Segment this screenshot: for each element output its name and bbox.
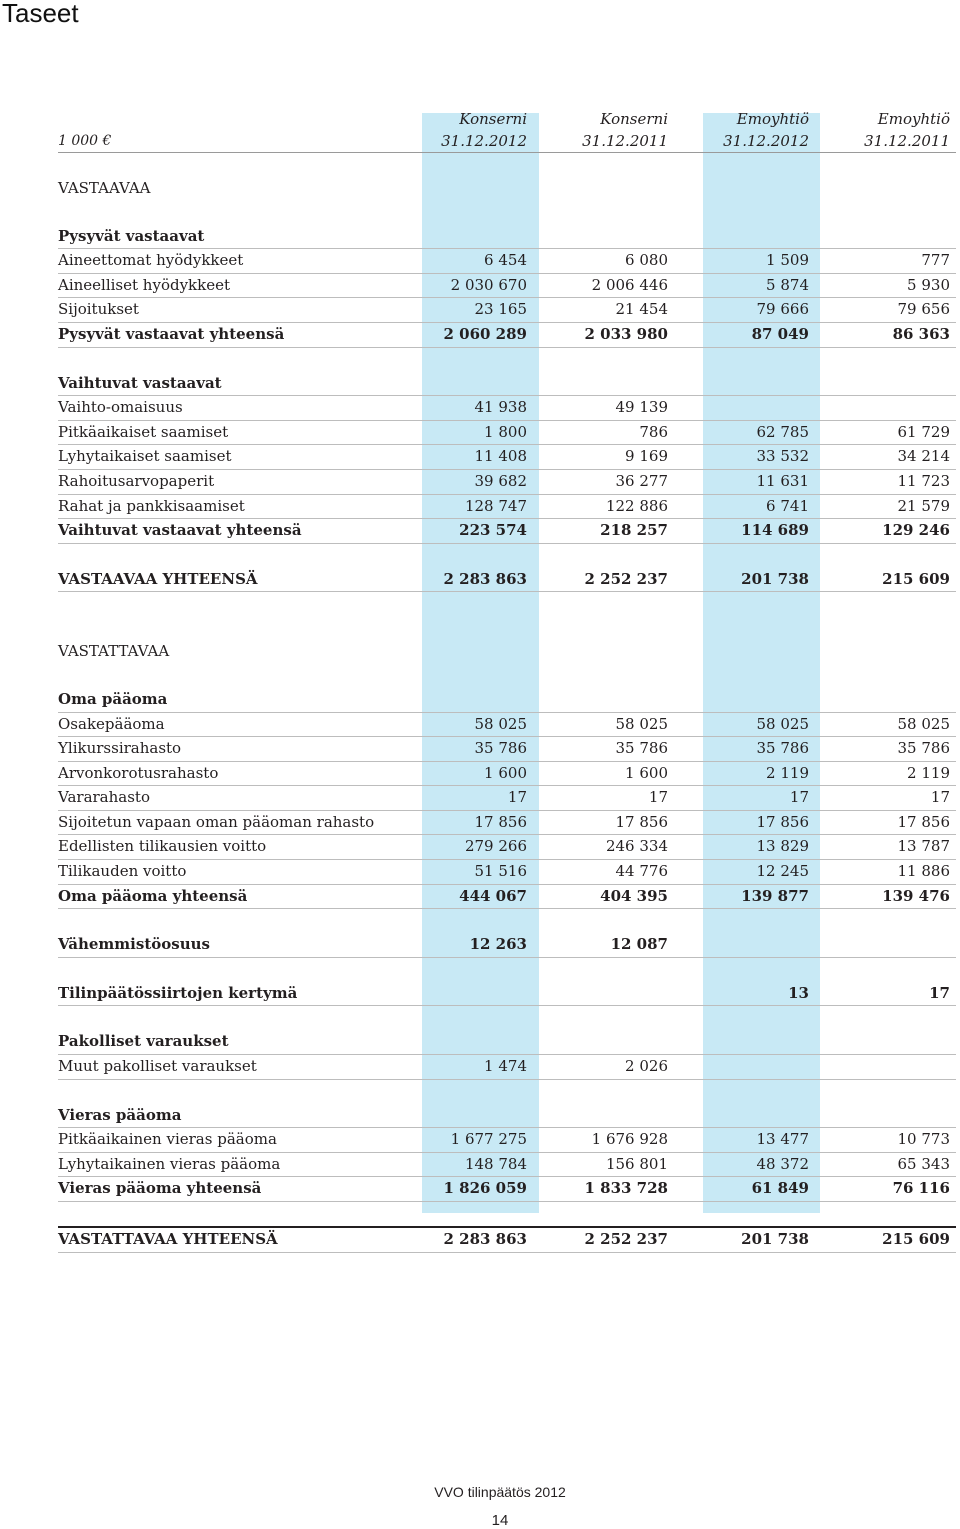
row-label: Tilikauden voitto (58, 860, 422, 885)
cell-value: 215 609 (815, 1227, 956, 1252)
row-label: Pysyvät vastaavat (58, 225, 422, 249)
cell-value: 36 277 (533, 469, 674, 494)
page-title: Taseet (2, 0, 79, 28)
column-header-date: 31.12.2011 (815, 130, 956, 153)
cell-value: 2 119 (674, 761, 815, 786)
cell-value: 12 245 (674, 860, 815, 885)
cell-value (533, 688, 674, 712)
cell-value: 12 087 (533, 933, 674, 957)
column-header-date: 31.12.2011 (533, 130, 674, 153)
cell-value: 87 049 (674, 322, 815, 347)
cell-value (815, 640, 956, 664)
cell-value (533, 1030, 674, 1054)
cell-value: 1 677 275 (422, 1128, 533, 1153)
spacer-row (58, 1079, 956, 1104)
row-label: Oma pääoma (58, 688, 422, 712)
spacer-row (58, 347, 956, 372)
balance-sheet-table (58, 108, 956, 1253)
cell-value: 17 856 (815, 810, 956, 835)
cell-value: 2 033 980 (533, 322, 674, 347)
column-header-entity: Emoyhtiö (736, 110, 809, 128)
cell-value: 13 829 (674, 835, 815, 860)
cell-value (533, 372, 674, 396)
cell-value (815, 1055, 956, 1080)
cell-value: 1 600 (533, 761, 674, 786)
cell-value (674, 1055, 815, 1080)
cell-value: 279 266 (422, 835, 533, 860)
cell-value: 58 025 (422, 712, 533, 737)
cell-value: 1 676 928 (533, 1128, 674, 1153)
cell-value: 17 (674, 786, 815, 811)
cell-value: 79 666 (674, 298, 815, 323)
cell-value: 41 938 (422, 396, 533, 421)
table-row (58, 712, 956, 737)
row-label: Osakepääoma (58, 712, 422, 737)
cell-value (815, 1030, 956, 1054)
cell-value: 139 877 (674, 884, 815, 909)
column-header-date: 31.12.2012 (422, 130, 533, 153)
page-number: 14 (491, 1512, 509, 1529)
cell-value: 1 600 (422, 761, 533, 786)
cell-value (674, 933, 815, 957)
table-row (58, 249, 956, 274)
cell-value: 223 574 (422, 519, 533, 544)
cell-value: 17 (815, 786, 956, 811)
cell-value (674, 396, 815, 421)
cell-value: 201 738 (674, 1227, 815, 1252)
table-row (58, 469, 956, 494)
cell-value: 215 609 (815, 568, 956, 592)
table-row (58, 298, 956, 323)
row-label: Arvonkorotusrahasto (58, 761, 422, 786)
cell-value: 76 116 (815, 1177, 956, 1202)
row-label: Lyhytaikaiset saamiset (58, 445, 422, 470)
cell-value (422, 640, 533, 664)
group-header-row (58, 225, 956, 249)
cell-value (815, 688, 956, 712)
cell-value: 5 874 (674, 273, 815, 298)
row-label: Ylikurssirahasto (58, 737, 422, 762)
column-header-date: 31.12.2012 (674, 130, 815, 153)
cell-value: 11 723 (815, 469, 956, 494)
group-header-row (58, 688, 956, 712)
cell-value (533, 225, 674, 249)
cell-value: 48 372 (674, 1152, 815, 1177)
cell-value: 35 786 (422, 737, 533, 762)
total-row (58, 1227, 956, 1252)
spacer-row (58, 616, 956, 640)
cell-value: 21 454 (533, 298, 674, 323)
cell-value (674, 688, 815, 712)
group-header-row (58, 372, 956, 396)
row-label: Vaihtuvat vastaavat (58, 372, 422, 396)
row-label: Oma pääoma yhteensä (58, 884, 422, 909)
cell-value: 58 025 (815, 712, 956, 737)
spacer-row (58, 592, 956, 617)
cell-value: 9 169 (533, 445, 674, 470)
cell-value: 17 (815, 982, 956, 1006)
table-row (58, 835, 956, 860)
table-row (58, 445, 956, 470)
cell-value: 86 363 (815, 322, 956, 347)
total-row (58, 884, 956, 909)
cell-value: 2 006 446 (533, 273, 674, 298)
cell-value (674, 177, 815, 201)
cell-value: 17 856 (422, 810, 533, 835)
cell-value: 21 579 (815, 494, 956, 519)
cell-value: 122 886 (533, 494, 674, 519)
cell-value: 1 833 728 (533, 1177, 674, 1202)
total-row (58, 568, 956, 592)
cell-value: 1 800 (422, 420, 533, 445)
cell-value (422, 982, 533, 1006)
cell-value: 2 026 (533, 1055, 674, 1080)
cell-value (674, 1030, 815, 1054)
cell-value: 128 747 (422, 494, 533, 519)
cell-value: 786 (533, 420, 674, 445)
row-label: Vaihtuvat vastaavat yhteensä (58, 519, 422, 544)
cell-value (815, 1104, 956, 1128)
cell-value: 17 856 (533, 810, 674, 835)
cell-value: 129 246 (815, 519, 956, 544)
cell-value: 6 454 (422, 249, 533, 274)
row-label: Aineelliset hyödykkeet (58, 273, 422, 298)
cell-value: 35 786 (674, 737, 815, 762)
row-label: VASTAAVAA YHTEENSÄ (58, 568, 422, 592)
cell-value: 13 (674, 982, 815, 1006)
table-row (58, 396, 956, 421)
row-label: Vararahasto (58, 786, 422, 811)
cell-value (674, 1104, 815, 1128)
total-row (58, 519, 956, 544)
total-row (58, 933, 956, 957)
cell-value: 58 025 (533, 712, 674, 737)
cell-value (422, 372, 533, 396)
row-label: Sijoitukset (58, 298, 422, 323)
total-row (58, 982, 956, 1006)
cell-value: 11 631 (674, 469, 815, 494)
section-header-row (58, 177, 956, 201)
cell-value (533, 1104, 674, 1128)
cell-value (674, 640, 815, 664)
cell-value (533, 982, 674, 1006)
column-header-entity: Konserni (600, 110, 668, 128)
cell-value: 34 214 (815, 445, 956, 470)
table-row (58, 786, 956, 811)
cell-value: 61 849 (674, 1177, 815, 1202)
cell-value (815, 225, 956, 249)
table-row (58, 420, 956, 445)
spacer-row (58, 957, 956, 982)
table-row (58, 494, 956, 519)
row-label: Pakolliset varaukset (58, 1030, 422, 1054)
cell-value (422, 688, 533, 712)
table-row (58, 1152, 956, 1177)
column-header-entity: Konserni (459, 110, 527, 128)
cell-value: 218 257 (533, 519, 674, 544)
cell-value: 35 786 (533, 737, 674, 762)
cell-value: 2 252 237 (533, 568, 674, 592)
footer-publication: VVO tilinpäätös 2012 (434, 1484, 566, 1500)
cell-value: 33 532 (674, 445, 815, 470)
cell-value: 1 474 (422, 1055, 533, 1080)
row-label: Vieras pääoma yhteensä (58, 1177, 422, 1202)
cell-value: 5 930 (815, 273, 956, 298)
row-label: Edellisten tilikausien voitto (58, 835, 422, 860)
cell-value: 114 689 (674, 519, 815, 544)
cell-value: 11 408 (422, 445, 533, 470)
cell-value: 65 343 (815, 1152, 956, 1177)
group-header-row (58, 1104, 956, 1128)
cell-value: 17 (533, 786, 674, 811)
table-row (58, 1128, 956, 1153)
row-label: Pitkäaikainen vieras pääoma (58, 1128, 422, 1153)
cell-value: 12 263 (422, 933, 533, 957)
cell-value: 2 060 289 (422, 322, 533, 347)
row-label: Sijoitetun vapaan oman pääoman rahasto (58, 810, 422, 835)
spacer-row (58, 909, 956, 934)
cell-value: 148 784 (422, 1152, 533, 1177)
row-label: Muut pakolliset varaukset (58, 1055, 422, 1080)
cell-value (422, 1104, 533, 1128)
cell-value: 2 119 (815, 761, 956, 786)
spacer-row (58, 153, 956, 178)
total-row (58, 1177, 956, 1202)
cell-value: 6 741 (674, 494, 815, 519)
row-label: Rahat ja pankkisaamiset (58, 494, 422, 519)
row-label: VASTATTAVAA (58, 642, 170, 661)
cell-value (674, 372, 815, 396)
cell-value: 17 856 (674, 810, 815, 835)
cell-value: 139 476 (815, 884, 956, 909)
row-label: Tilinpäätössiirtojen kertymä (58, 982, 422, 1006)
cell-value: 246 334 (533, 835, 674, 860)
table-row (58, 273, 956, 298)
row-label: Lyhytaikainen vieras pääoma (58, 1152, 422, 1177)
cell-value (533, 640, 674, 664)
group-header-row (58, 1030, 956, 1054)
cell-value: 1 826 059 (422, 1177, 533, 1202)
row-label: Vaihto-omaisuus (58, 396, 422, 421)
row-label: Vieras pääoma (58, 1104, 422, 1128)
cell-value: 6 080 (533, 249, 674, 274)
cell-value: 44 776 (533, 860, 674, 885)
spacer-row (58, 201, 956, 225)
cell-value: 201 738 (674, 568, 815, 592)
row-label: Vähemmistöosuus (58, 933, 422, 957)
column-header-entity: Emoyhtiö (877, 110, 950, 128)
row-label: VASTAAVAA (58, 179, 151, 197)
cell-value (422, 1030, 533, 1054)
cell-value (815, 933, 956, 957)
cell-value: 35 786 (815, 737, 956, 762)
unit-label: 1 000 € (58, 130, 422, 153)
table-row (58, 761, 956, 786)
cell-value: 2 283 863 (422, 1227, 533, 1252)
balance-sheet-body (58, 153, 956, 1253)
table-row (58, 1055, 956, 1080)
cell-value: 13 787 (815, 835, 956, 860)
row-label: Aineettomat hyödykkeet (58, 249, 422, 274)
cell-value (815, 396, 956, 421)
cell-value: 17 (422, 786, 533, 811)
cell-value: 49 139 (533, 396, 674, 421)
cell-value (815, 177, 956, 201)
row-label: Pysyvät vastaavat yhteensä (58, 322, 422, 347)
cell-value: 62 785 (674, 420, 815, 445)
cell-value: 444 067 (422, 884, 533, 909)
cell-value: 23 165 (422, 298, 533, 323)
cell-value: 61 729 (815, 420, 956, 445)
row-label: Rahoitusarvopaperit (58, 469, 422, 494)
cell-value: 58 025 (674, 712, 815, 737)
cell-value: 10 773 (815, 1128, 956, 1153)
cell-value: 1 509 (674, 249, 815, 274)
cell-value: 13 477 (674, 1128, 815, 1153)
spacer-row (58, 1202, 956, 1228)
row-label: VASTATTAVAA YHTEENSÄ (58, 1227, 422, 1252)
spacer-row (58, 664, 956, 688)
table-row (58, 860, 956, 885)
cell-value: 2 030 670 (422, 273, 533, 298)
cell-value: 11 886 (815, 860, 956, 885)
cell-value: 777 (815, 249, 956, 274)
cell-value: 79 656 (815, 298, 956, 323)
section-header-row (58, 640, 956, 664)
cell-value (533, 177, 674, 201)
table-row (58, 737, 956, 762)
cell-value (422, 225, 533, 249)
cell-value: 2 283 863 (422, 568, 533, 592)
cell-value: 156 801 (533, 1152, 674, 1177)
spacer-row (58, 1006, 956, 1031)
cell-value: 404 395 (533, 884, 674, 909)
cell-value: 39 682 (422, 469, 533, 494)
spacer-row (58, 543, 956, 568)
table-row (58, 810, 956, 835)
cell-value (815, 372, 956, 396)
cell-value: 51 516 (422, 860, 533, 885)
cell-value: 2 252 237 (533, 1227, 674, 1252)
row-label: Pitkäaikaiset saamiset (58, 420, 422, 445)
total-row (58, 322, 956, 347)
cell-value (674, 225, 815, 249)
cell-value (422, 177, 533, 201)
